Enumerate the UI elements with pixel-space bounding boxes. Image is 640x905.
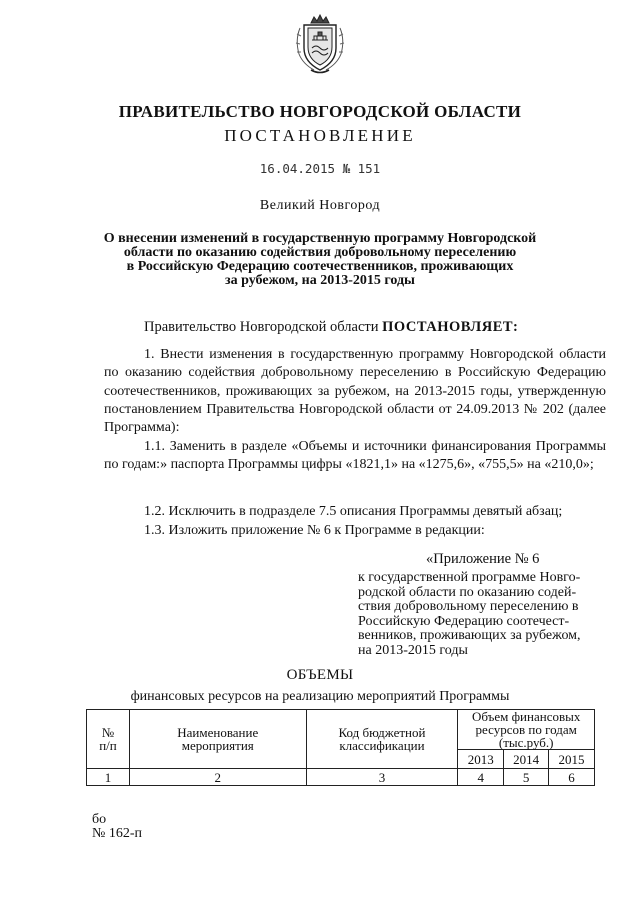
appendix-line: Российскую Федерацию соотечест- — [358, 613, 570, 629]
col-header-volume: Объем финансовых ресурсов по годам (тыс.руб.) — [458, 710, 595, 750]
table-cell: 3 — [306, 769, 458, 786]
volumes-subtitle: финансовых ресурсов на реализацию мероприятий Программы — [130, 689, 510, 704]
table-cell: 1 — [87, 769, 130, 786]
col-header-name: Наименование мероприятия — [129, 710, 306, 769]
year-2014: 2014 — [504, 750, 549, 769]
appendix-title: «Приложение № 6 — [426, 551, 540, 567]
table-cell: 2 — [129, 769, 306, 786]
preamble — [144, 319, 518, 336]
appendix-line: к государственной программе Новго- — [358, 570, 581, 585]
table-header-row — [87, 710, 595, 750]
paragraph-1-3: 1.3. Изложить приложение № 6 к Программе в редакции: — [144, 523, 485, 538]
appendix-line: ствия добровольному переселению в — [358, 599, 579, 615]
appendix-line: родской области по оказанию содей- — [358, 584, 577, 600]
appendix-line: на 2013-2015 годы — [358, 642, 468, 658]
financing-table — [86, 709, 595, 786]
preamble-decree: ПОСТАНОВЛЯЕТ: — [382, 319, 519, 335]
paragraph-1-2: 1.2. Исключить в подразделе 7.5 описания Программы девятый абзац; — [144, 504, 563, 519]
col-header-num: № п/п — [87, 710, 130, 769]
coat-of-arms-emblem — [294, 14, 346, 76]
preamble-text: Правительство Новгородской области — [144, 319, 383, 335]
paragraph-1: 1. Внести изменения в государственную программу Новгородской области по оказанию содействия добровольному переселению в Российскую Федерацию соотечественников, проживающих за рубежом, на 2013-2015 годы, утвержденную постановлением Правительства Новгородской области от 24.09.2013 № 202 (далее Программа): — [104, 347, 606, 436]
table-cell: 5 — [504, 769, 549, 786]
document-type: ПОСТАНОВЛЕНИЕ — [224, 126, 416, 145]
year-2015: 2015 — [549, 750, 595, 769]
table-row — [87, 769, 595, 786]
year-2013: 2013 — [458, 750, 504, 769]
subject-line: О внесении изменений в государственную программу Новгородской — [103, 231, 537, 246]
paragraph-1-1: 1.1. Заменить в разделе «Объемы и источники финансирования Программы по годам:» паспорта Программы цифры «1821,1» на «1275,6», «755,5» на «210,0»; — [104, 439, 606, 473]
table-cell: 4 — [458, 769, 504, 786]
subject-line: за рубежом, на 2013-2015 годы — [225, 273, 415, 288]
date-number: 16.04.2015 № 151 — [259, 161, 381, 176]
volumes-title: ОБЪЕМЫ — [286, 667, 354, 683]
government-title: ПРАВИТЕЛЬСТВО НОВГОРОДСКОЙ ОБЛАСТИ — [118, 102, 522, 121]
appendix-caption — [358, 571, 608, 659]
footer-line: бо — [92, 812, 107, 827]
footer-note — [92, 813, 142, 841]
footer-line: № 162-п — [92, 826, 143, 841]
city-name: Великий Новгород — [259, 198, 381, 213]
col-header-code: Код бюджетной классификации — [306, 710, 458, 769]
subject-line: в Российскую Федерацию соотечественников, проживающих — [126, 259, 514, 274]
appendix-line: венников, проживающих за рубежом, — [358, 628, 581, 644]
subject-line: области по оказанию содействия добровольному переселению — [123, 245, 517, 260]
document-subject — [0, 232, 640, 288]
table-cell: 6 — [549, 769, 595, 786]
